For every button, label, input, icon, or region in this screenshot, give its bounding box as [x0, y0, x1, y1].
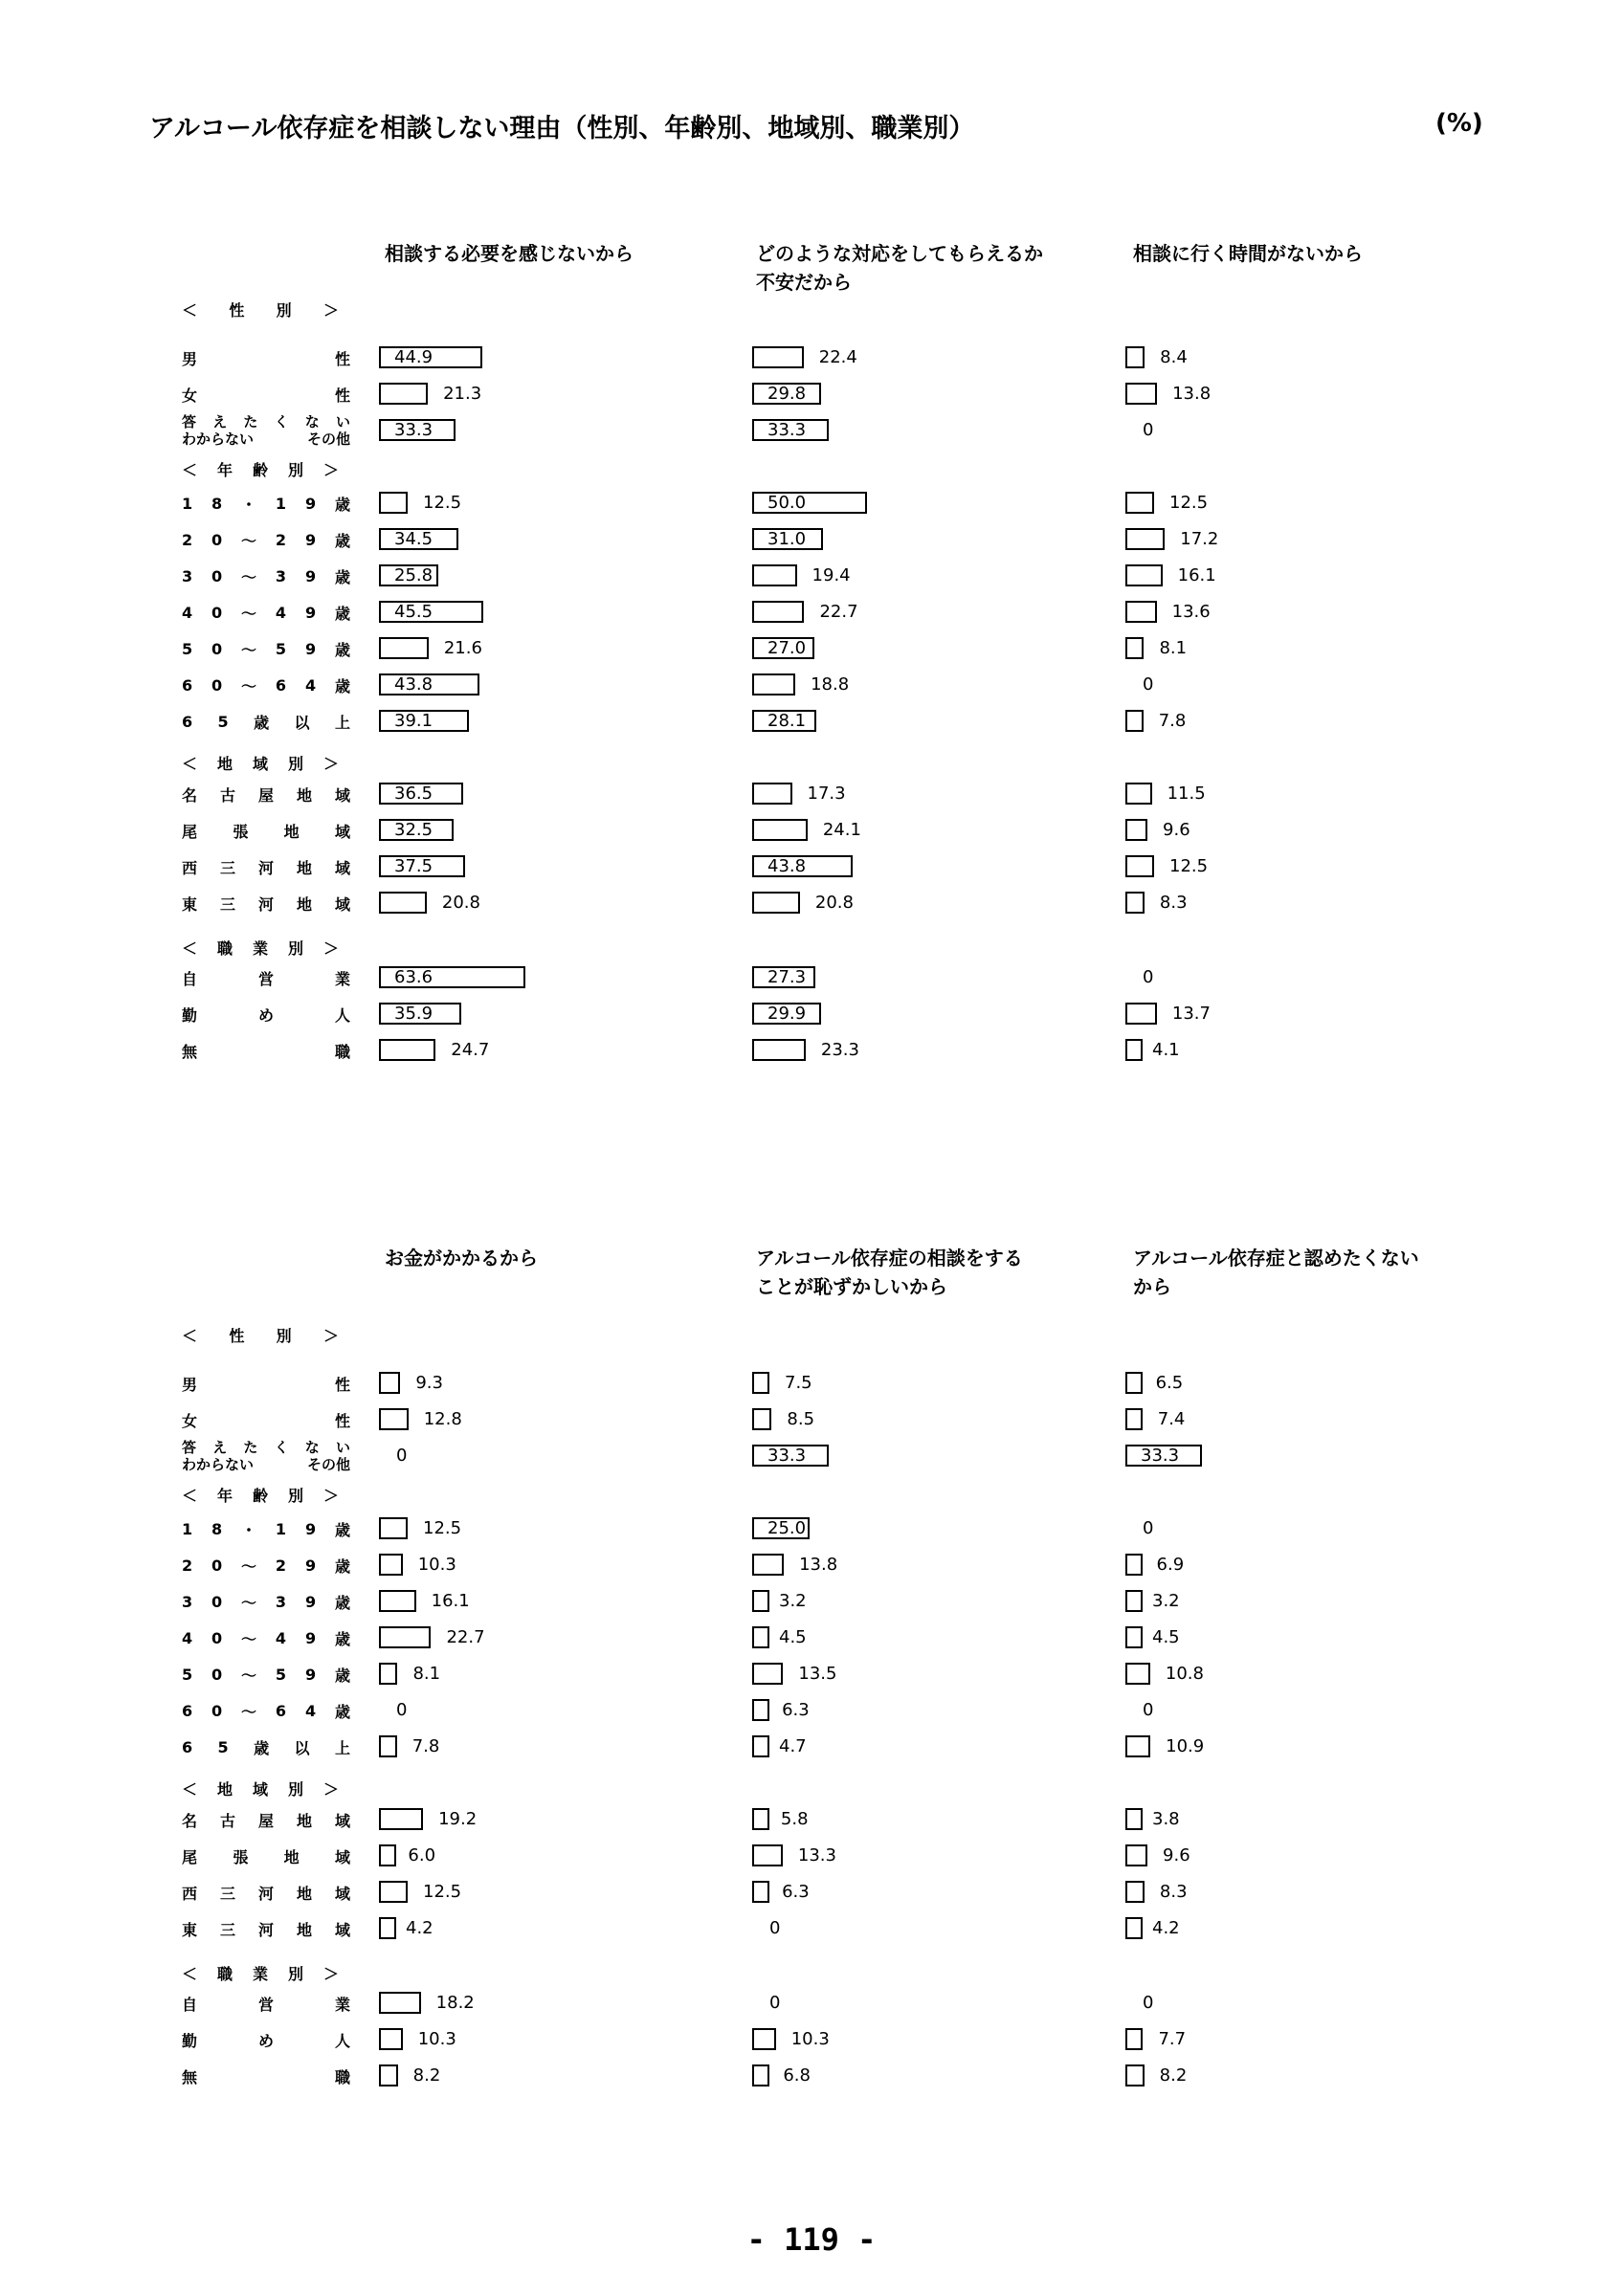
bar — [752, 1844, 783, 1866]
data-label: 12.5 — [1169, 493, 1209, 513]
data-label: 4.7 — [779, 1736, 807, 1756]
bar: 27.0 — [752, 637, 814, 659]
bar — [379, 1917, 396, 1939]
data-label: 8.3 — [1159, 1882, 1188, 1902]
row-label-other — [182, 1438, 350, 1474]
bar — [1125, 492, 1154, 514]
data-label: 13.3 — [797, 1845, 836, 1866]
row-label-text: 答 え た く な い わからない その他 — [182, 413, 350, 448]
bar — [752, 1039, 806, 1061]
data-label: 18.8 — [811, 674, 850, 695]
bar — [752, 819, 808, 841]
row-label-text: 尾 張 地 域 — [182, 822, 350, 841]
data-label: 0 — [1143, 967, 1154, 987]
bar — [1125, 1808, 1143, 1830]
data-label: 4.2 — [406, 1918, 434, 1938]
bar — [1125, 1844, 1147, 1866]
data-label: 18.2 — [435, 1993, 475, 2013]
bar — [752, 673, 795, 695]
data-label: 6.9 — [1156, 1555, 1185, 1575]
bar — [1125, 601, 1157, 623]
row-label-text: 勤 め 人 — [182, 1005, 350, 1025]
bar — [752, 1590, 769, 1612]
bar — [752, 1735, 769, 1757]
bar: 63.6 — [379, 966, 525, 988]
data-label: 3.2 — [779, 1591, 807, 1611]
row-label-text: 5 0 ～ 5 9 歳 — [182, 639, 350, 659]
data-label: 21.3 — [443, 384, 482, 404]
bar — [752, 1808, 769, 1830]
page-number: - 119 - — [746, 2221, 877, 2258]
row-label-text: 男 性 — [182, 1375, 350, 1394]
data-label: 19.4 — [812, 565, 851, 585]
data-label: 6.8 — [783, 2065, 811, 2086]
bar — [1125, 1663, 1150, 1685]
bar: 43.8 — [752, 855, 853, 877]
data-label: 0 — [769, 1918, 781, 1938]
section-label-job — [182, 933, 341, 961]
section-label-gender — [182, 295, 341, 323]
bar — [1125, 1039, 1143, 1061]
row-label-text: 勤 め 人 — [182, 2031, 350, 2050]
bar — [379, 1881, 408, 1903]
column-header: どのような対応をしてもらえるか 不安だから — [756, 242, 1043, 294]
section-label-region — [182, 1774, 341, 1802]
data-label: 6.3 — [782, 1882, 810, 1902]
bar — [1125, 1590, 1143, 1612]
row-label-text: 5 0 ～ 5 9 歳 — [182, 1665, 350, 1685]
bar: 33.3 — [1125, 1445, 1202, 1467]
unit-label: (%) — [1435, 109, 1483, 138]
row-label-nagoya — [182, 776, 350, 812]
row-label-text: 1 8 ・ 1 9 歳 — [182, 494, 350, 514]
bar: 45.5 — [379, 601, 483, 623]
row-label-age1819 — [182, 1511, 350, 1547]
data-label: 0 — [1143, 1993, 1154, 2013]
row-label-text: 名 古 屋 地 域 — [182, 785, 350, 805]
row-label-text: 女 性 — [182, 386, 350, 405]
row-label-text: 西 三 河 地 域 — [182, 858, 350, 877]
bar — [1125, 892, 1145, 914]
bar — [1125, 1881, 1145, 1903]
bar: 34.5 — [379, 528, 458, 550]
column-header: 相談する必要を感じないから — [385, 242, 634, 265]
row-label-nagoya — [182, 1801, 350, 1838]
data-label: 6.5 — [1155, 1373, 1184, 1393]
row-label-text: 自 営 業 — [182, 1995, 350, 2014]
data-label: 12.5 — [423, 493, 462, 513]
data-label: 0 — [769, 1993, 781, 2013]
data-label: 7.8 — [1158, 711, 1187, 731]
row-label-employee — [182, 996, 350, 1032]
bar — [379, 1039, 435, 1061]
bar: 44.9 — [379, 346, 482, 368]
bar — [1125, 564, 1163, 586]
bar — [752, 783, 792, 805]
data-label: 7.4 — [1157, 1409, 1186, 1429]
row-label-text: 東 三 河 地 域 — [182, 894, 350, 914]
row-label-text: 2 0 ～ 2 9 歳 — [182, 1556, 350, 1576]
bar — [379, 383, 428, 405]
data-label: 4.2 — [1152, 1918, 1180, 1938]
row-label-age4049 — [182, 1620, 350, 1656]
bar — [1125, 1917, 1143, 1939]
row-label-age1819 — [182, 485, 350, 521]
data-label: 9.6 — [1163, 1845, 1190, 1866]
data-label: 0 — [1143, 420, 1154, 440]
bar — [1125, 1408, 1143, 1430]
row-label-female — [182, 376, 350, 412]
bar — [1125, 783, 1152, 805]
data-label: 22.7 — [819, 602, 858, 622]
row-label-age6064 — [182, 1692, 350, 1729]
section-label-age — [182, 1480, 341, 1509]
row-label-text: 尾 張 地 域 — [182, 1847, 350, 1866]
bar — [379, 1844, 396, 1866]
row-label-unemployed — [182, 1032, 350, 1069]
data-label: 0 — [1143, 674, 1154, 695]
row-label-text: 2 0 ～ 2 9 歳 — [182, 530, 350, 550]
row-label-age4049 — [182, 594, 350, 630]
data-label: 13.6 — [1171, 602, 1211, 622]
row-label-age5059 — [182, 1656, 350, 1692]
data-label: 6.0 — [408, 1845, 436, 1866]
bar — [1125, 1372, 1143, 1394]
bar — [752, 1699, 769, 1721]
data-label: 9.3 — [415, 1373, 443, 1393]
row-label-age6064 — [182, 667, 350, 703]
bar — [752, 1663, 783, 1685]
data-label: 13.8 — [1172, 384, 1212, 404]
row-label-text: 1 8 ・ 1 9 歳 — [182, 1519, 350, 1539]
row-label-owari — [182, 812, 350, 849]
data-label: 12.5 — [423, 1518, 462, 1538]
row-label-employee — [182, 2021, 350, 2058]
data-label: 12.8 — [423, 1409, 462, 1429]
row-label-text: 6 0 ～ 6 4 歳 — [182, 1701, 350, 1721]
bar — [752, 564, 797, 586]
data-label: 17.3 — [807, 784, 846, 804]
data-label: 8.4 — [1160, 347, 1188, 367]
data-label: 6.3 — [782, 1700, 810, 1720]
row-label-text: 無 職 — [182, 2067, 350, 2086]
bar — [1125, 1003, 1157, 1025]
bar — [379, 1626, 431, 1648]
bar: 35.9 — [379, 1003, 461, 1025]
data-label: 7.8 — [411, 1736, 440, 1756]
bar — [752, 1554, 784, 1576]
bar — [752, 1372, 769, 1394]
row-label-text: 3 0 ～ 3 9 歳 — [182, 566, 350, 586]
data-label: 22.7 — [446, 1627, 485, 1647]
data-label: 17.2 — [1180, 529, 1219, 549]
bar — [752, 2064, 769, 2086]
bar: 27.3 — [752, 966, 815, 988]
bar — [1125, 710, 1144, 732]
row-label-text: 東 三 河 地 域 — [182, 1920, 350, 1939]
row-label-male — [182, 340, 350, 376]
bar — [379, 1992, 421, 2014]
data-label: 10.9 — [1166, 1736, 1205, 1756]
data-label: 8.1 — [412, 1664, 441, 1684]
data-label: 0 — [1143, 1700, 1154, 1720]
section-label-text: ＜ 職 業 別 ＞ — [182, 1964, 341, 1983]
row-label-age65 — [182, 703, 350, 740]
section-label-text: ＜ 性 別 ＞ — [182, 300, 341, 320]
data-label: 8.3 — [1159, 893, 1188, 913]
data-label: 5.8 — [780, 1809, 809, 1829]
bar — [379, 1663, 397, 1685]
row-label-age5059 — [182, 630, 350, 667]
data-label: 4.5 — [1152, 1627, 1180, 1647]
bar — [379, 1590, 416, 1612]
data-label: 4.1 — [1152, 1040, 1180, 1060]
data-label: 13.8 — [799, 1555, 838, 1575]
bar — [1125, 383, 1157, 405]
bar — [1125, 346, 1145, 368]
section-label-text: ＜ 地 域 別 ＞ — [182, 754, 341, 773]
data-label: 10.3 — [790, 2029, 830, 2049]
bar: 39.1 — [379, 710, 469, 732]
bar: 29.9 — [752, 1003, 821, 1025]
bar — [379, 1735, 397, 1757]
bar — [1125, 528, 1165, 550]
data-label: 16.1 — [1177, 565, 1216, 585]
section-label-text: ＜ 性 別 ＞ — [182, 1326, 341, 1345]
bar: 25.8 — [379, 564, 438, 586]
row-label-age3039 — [182, 558, 350, 594]
row-label-selfemployed — [182, 1985, 350, 2021]
row-label-text: 答 え た く な い わからない その他 — [182, 1439, 350, 1473]
data-label: 13.7 — [1171, 1004, 1211, 1024]
bar — [379, 1408, 409, 1430]
row-label-text: 男 性 — [182, 349, 350, 368]
bar — [752, 1408, 771, 1430]
row-label-text: 自 営 業 — [182, 969, 350, 988]
row-label-text: 6 5 歳 以 上 — [182, 1737, 350, 1757]
section-label-gender — [182, 1320, 341, 1349]
bar — [1125, 637, 1144, 659]
bar — [752, 1626, 769, 1648]
row-label-female — [182, 1402, 350, 1438]
bar — [1125, 2064, 1145, 2086]
row-label-other — [182, 412, 350, 449]
column-header: お金がかかるから — [385, 1247, 538, 1269]
data-label: 8.2 — [412, 2065, 441, 2086]
bar: 43.8 — [379, 673, 479, 695]
data-label: 8.5 — [787, 1409, 815, 1429]
data-label: 8.2 — [1159, 2065, 1188, 2086]
data-label: 20.8 — [814, 893, 854, 913]
column-header: 相談に行く時間がないから — [1133, 242, 1363, 265]
bar — [379, 1517, 408, 1539]
bar: 32.5 — [379, 819, 454, 841]
data-label: 16.1 — [431, 1591, 470, 1611]
bar: 33.3 — [752, 419, 829, 441]
section-label-age — [182, 454, 341, 483]
bar: 33.3 — [752, 1445, 829, 1467]
bar — [1125, 1626, 1143, 1648]
data-label: 10.3 — [417, 1555, 456, 1575]
data-label: 10.8 — [1165, 1664, 1204, 1684]
bar — [1125, 1735, 1150, 1757]
column-header: アルコール依存症の相談をする ことが恥ずかしいから — [756, 1247, 1023, 1298]
bar — [379, 637, 429, 659]
row-label-age3039 — [182, 1583, 350, 1620]
row-label-age2029 — [182, 1547, 350, 1583]
bar — [379, 2064, 398, 2086]
bar: 31.0 — [752, 528, 823, 550]
row-label-text: 4 0 ～ 4 9 歳 — [182, 603, 350, 623]
bar — [752, 601, 804, 623]
data-label: 12.5 — [423, 1882, 462, 1902]
row-label-text: 4 0 ～ 4 9 歳 — [182, 1628, 350, 1648]
data-label: 0 — [1143, 1518, 1154, 1538]
column-header: アルコール依存症と認めたくない から — [1133, 1247, 1419, 1298]
bar — [1125, 855, 1154, 877]
row-label-higashimikawa — [182, 885, 350, 921]
bar: 28.1 — [752, 710, 816, 732]
data-label: 24.7 — [451, 1040, 490, 1060]
data-label: 0 — [396, 1700, 408, 1720]
row-label-owari — [182, 1838, 350, 1874]
bar — [379, 492, 408, 514]
bar: 33.3 — [379, 419, 456, 441]
data-label: 4.5 — [779, 1627, 807, 1647]
data-label: 7.7 — [1158, 2029, 1187, 2049]
data-label: 21.6 — [443, 638, 482, 658]
row-label-text: 名 古 屋 地 域 — [182, 1811, 350, 1830]
data-label: 12.5 — [1169, 856, 1209, 876]
page-title: アルコール依存症を相談しない理由（性別、年齢別、地域別、職業別） — [149, 114, 975, 144]
bar: 50.0 — [752, 492, 867, 514]
row-label-age2029 — [182, 521, 350, 558]
bar: 37.5 — [379, 855, 465, 877]
bar — [752, 2028, 776, 2050]
section-label-text: ＜ 地 域 別 ＞ — [182, 1779, 341, 1799]
row-label-text: 西 三 河 地 域 — [182, 1884, 350, 1903]
data-label: 24.1 — [822, 820, 861, 840]
row-label-age65 — [182, 1729, 350, 1765]
row-label-text: 6 0 ～ 6 4 歳 — [182, 675, 350, 695]
data-label: 22.4 — [818, 347, 857, 367]
bar: 36.5 — [379, 783, 463, 805]
row-label-text: 3 0 ～ 3 9 歳 — [182, 1592, 350, 1612]
data-label: 11.5 — [1167, 784, 1206, 804]
bar: 25.0 — [752, 1517, 810, 1539]
row-label-text: 無 職 — [182, 1042, 350, 1061]
bar — [379, 892, 427, 914]
row-label-text: 6 5 歳 以 上 — [182, 712, 350, 732]
bar — [1125, 2028, 1143, 2050]
data-label: 8.1 — [1159, 638, 1188, 658]
section-label-region — [182, 748, 341, 777]
row-label-nishimikawa — [182, 849, 350, 885]
row-label-unemployed — [182, 2058, 350, 2094]
data-label: 3.2 — [1152, 1591, 1180, 1611]
data-label: 9.6 — [1163, 820, 1190, 840]
data-label: 3.8 — [1152, 1809, 1180, 1829]
bar — [752, 346, 804, 368]
data-label: 19.2 — [438, 1809, 478, 1829]
bar — [1125, 1554, 1143, 1576]
section-label-text: ＜ 年 齢 別 ＞ — [182, 460, 341, 479]
section-label-text: ＜ 年 齢 別 ＞ — [182, 1486, 341, 1505]
section-label-text: ＜ 職 業 別 ＞ — [182, 938, 341, 958]
row-label-nishimikawa — [182, 1874, 350, 1910]
row-label-male — [182, 1365, 350, 1402]
row-label-text: 女 性 — [182, 1411, 350, 1430]
bar — [752, 892, 800, 914]
bar — [379, 2028, 403, 2050]
bar — [379, 1808, 423, 1830]
bar: 29.8 — [752, 383, 821, 405]
data-label: 10.3 — [417, 2029, 456, 2049]
bar — [1125, 819, 1147, 841]
bar — [379, 1554, 403, 1576]
section-label-job — [182, 1958, 341, 1987]
data-label: 7.5 — [785, 1373, 812, 1393]
data-label: 20.8 — [441, 893, 480, 913]
data-label: 0 — [396, 1446, 408, 1466]
data-label: 13.5 — [798, 1664, 837, 1684]
row-label-higashimikawa — [182, 1910, 350, 1947]
bar — [379, 1372, 400, 1394]
bar — [752, 1881, 769, 1903]
data-label: 23.3 — [820, 1040, 859, 1060]
row-label-selfemployed — [182, 960, 350, 996]
